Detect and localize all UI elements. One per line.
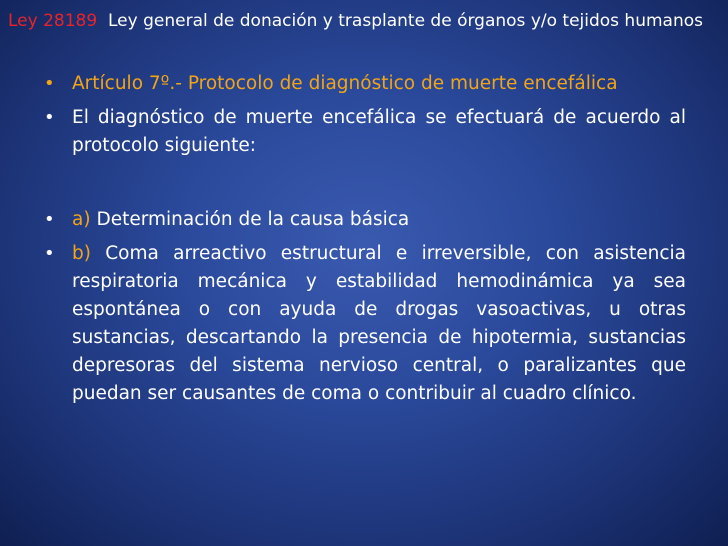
item-marker-a: a) <box>72 209 91 230</box>
bullet-list <box>40 70 686 414</box>
list-item-a <box>40 206 686 234</box>
item-b-text: Coma arreactivo estructural e irreversible, con asistencia respiratoria mecánica y estabilidad hemodinámica ya sea espontánea o con ayuda de drogas vasoactivas, u otras sustancias, descartando la presencia de hipotermia, sustancias depresoras del sistema nervioso central, o paralizantes que puedan ser causantes de coma o contribuir al cuadro clínico. <box>72 243 686 404</box>
law-reference: Ley 28189 <box>8 11 98 31</box>
bullet-icon: • <box>44 107 55 128</box>
law-title-text: Ley general de donación y trasplante de órganos y/o tejidos humanos <box>108 11 703 31</box>
article-heading: Artículo 7º.- Protocolo de diagnóstico de muerte encefálica <box>72 73 618 94</box>
protocol-intro-text: El diagnóstico de muerte encefálica se efectuará de acuerdo al protocolo siguiente: <box>72 107 686 156</box>
bullet-icon: • <box>44 73 55 94</box>
list-item-b <box>40 240 686 408</box>
slide-title <box>8 9 720 34</box>
bullet-icon: • <box>44 209 55 230</box>
list-item-protocol-intro <box>40 104 686 160</box>
item-marker-b: b) <box>72 243 91 264</box>
list-item-article <box>40 70 686 98</box>
bullet-icon: • <box>44 243 55 264</box>
item-a-text: Determinación de la causa básica <box>96 209 410 230</box>
